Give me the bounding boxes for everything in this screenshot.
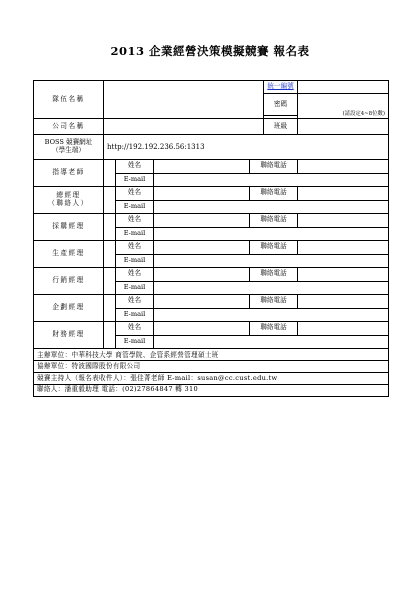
role-label-production-manager: 生產經理 bbox=[34, 241, 104, 268]
name-label: 姓名 bbox=[116, 295, 154, 309]
role-spacer bbox=[104, 187, 116, 214]
procurement-manager-phone-field[interactable] bbox=[298, 214, 389, 228]
role-label-planning-manager: 企劃經理 bbox=[34, 295, 104, 322]
serial-number-label: 統一編號 bbox=[264, 81, 298, 94]
name-label: 姓名 bbox=[116, 322, 154, 336]
role-label-procurement-manager: 採購經理 bbox=[34, 214, 104, 241]
production-manager-email-field[interactable] bbox=[154, 254, 389, 268]
general-manager-email-field[interactable] bbox=[154, 200, 389, 214]
role-spacer bbox=[104, 295, 116, 322]
form-title: 2013 企業經營決策模擬競賽 報名表 bbox=[110, 44, 310, 58]
phone-label: 聯絡電話 bbox=[250, 295, 298, 309]
email-label: E-mail bbox=[116, 308, 154, 322]
role-label-general-manager: 總經理 （聯絡人） bbox=[34, 187, 104, 214]
boss-url-link[interactable]: http://192.192.236.56:1313 bbox=[104, 135, 389, 160]
role-label-finance-manager: 財務經理 bbox=[34, 322, 104, 349]
planning-manager-name-field[interactable] bbox=[154, 295, 250, 309]
class-field[interactable] bbox=[298, 119, 389, 135]
class-label: 班級 bbox=[264, 119, 298, 135]
general-manager-phone-field[interactable] bbox=[298, 187, 389, 201]
team-name-label: 隊伍名稱 bbox=[34, 81, 104, 119]
planning-manager-email-field[interactable] bbox=[154, 308, 389, 322]
assistant-contact-text: 聯絡人：潘重毅助理 電話：(02)27864847 轉 310 bbox=[34, 385, 389, 397]
co-organizer-text: 協辦單位：特波國際股份有限公司 bbox=[34, 361, 389, 373]
name-label: 姓名 bbox=[116, 187, 154, 201]
company-name-field[interactable] bbox=[104, 119, 264, 135]
finance-manager-name-field[interactable] bbox=[154, 322, 250, 336]
marketing-manager-phone-field[interactable] bbox=[298, 268, 389, 282]
password-field[interactable] bbox=[298, 94, 389, 119]
phone-label: 聯絡電話 bbox=[250, 187, 298, 201]
finance-manager-email-field[interactable] bbox=[154, 335, 389, 349]
password-label: 密碼 bbox=[264, 94, 298, 116]
teacher-name-field[interactable] bbox=[154, 160, 250, 174]
role-spacer bbox=[104, 322, 116, 349]
name-label: 姓名 bbox=[116, 241, 154, 255]
team-name-field[interactable] bbox=[104, 81, 264, 119]
role-spacer bbox=[104, 268, 116, 295]
production-manager-phone-field[interactable] bbox=[298, 241, 389, 255]
host-contact-text: 競賽主持人（報名表收件人）：張佳菁老師 E-mail：susan@cc.cust.edu.tw bbox=[34, 373, 389, 385]
marketing-manager-email-field[interactable] bbox=[154, 281, 389, 295]
finance-manager-phone-field[interactable] bbox=[298, 322, 389, 336]
email-label: E-mail bbox=[116, 173, 154, 187]
name-label: 姓名 bbox=[116, 268, 154, 282]
boss-url-label bbox=[34, 135, 104, 160]
registration-form-table bbox=[33, 80, 389, 397]
name-label: 姓名 bbox=[116, 214, 154, 228]
email-label: E-mail bbox=[116, 227, 154, 241]
name-label: 姓名 bbox=[116, 160, 154, 174]
company-name-label: 公司名稱 bbox=[34, 119, 104, 135]
email-label: E-mail bbox=[116, 200, 154, 214]
phone-label: 聯絡電話 bbox=[250, 160, 298, 174]
teacher-email-field[interactable] bbox=[154, 173, 389, 187]
serial-number-field[interactable] bbox=[298, 81, 389, 94]
procurement-manager-email-field[interactable] bbox=[154, 227, 389, 241]
boss-url-label-line2: （學生端） bbox=[52, 146, 85, 154]
phone-label: 聯絡電話 bbox=[250, 241, 298, 255]
role-spacer bbox=[104, 241, 116, 268]
phone-label: 聯絡電話 bbox=[250, 214, 298, 228]
planning-manager-phone-field[interactable] bbox=[298, 295, 389, 309]
marketing-manager-name-field[interactable] bbox=[154, 268, 250, 282]
role-label-teacher: 指導老師 bbox=[34, 160, 104, 187]
role-label-marketing-manager: 行銷經理 bbox=[34, 268, 104, 295]
teacher-phone-field[interactable] bbox=[298, 160, 389, 174]
procurement-manager-name-field[interactable] bbox=[154, 214, 250, 228]
email-label: E-mail bbox=[116, 335, 154, 349]
phone-label: 聯絡電話 bbox=[250, 322, 298, 336]
email-label: E-mail bbox=[116, 254, 154, 268]
boss-url-label-line1: BOSS 競賽網址 bbox=[44, 138, 93, 147]
role-spacer bbox=[104, 160, 116, 187]
role-spacer bbox=[104, 214, 116, 241]
general-manager-name-field[interactable] bbox=[154, 187, 250, 201]
production-manager-name-field[interactable] bbox=[154, 241, 250, 255]
email-label: E-mail bbox=[116, 281, 154, 295]
phone-label: 聯絡電話 bbox=[250, 268, 298, 282]
organizer-text: 主辦單位：中華科技大學 商管學院、企管系經營管理碩士班 bbox=[34, 349, 389, 361]
password-note: (請設定4~8位數) bbox=[342, 110, 385, 117]
